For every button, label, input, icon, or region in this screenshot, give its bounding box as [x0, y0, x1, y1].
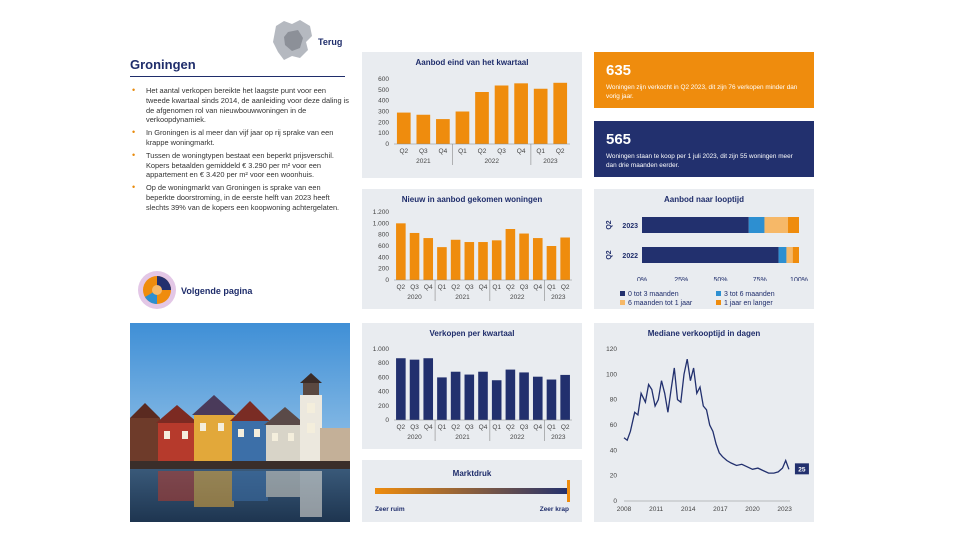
bar	[423, 358, 433, 420]
kpi-card-for-sale	[594, 121, 814, 177]
bar	[547, 246, 557, 280]
bar	[451, 240, 461, 280]
legend-item	[716, 291, 775, 298]
chart-panel-nieuw	[362, 189, 582, 309]
year-label: 2023	[551, 294, 566, 301]
legend-swatch	[620, 300, 625, 305]
region-map-icon[interactable]	[270, 18, 315, 62]
chart-title: Aanbod naar looptijd	[664, 195, 744, 204]
chart-nieuw	[362, 189, 582, 309]
bar	[547, 380, 557, 420]
bar	[506, 229, 516, 280]
bar	[397, 113, 411, 144]
kpi-text: Woningen staan te koop per 1 juli 2023, dit zijn 55 woningen meer dan drie maanden eerder.	[606, 153, 793, 169]
kpi-value: 635	[606, 62, 632, 79]
bar-segment	[749, 217, 765, 233]
legend-swatch	[716, 291, 721, 296]
x-tick-label: 0%	[636, 277, 648, 281]
bullet-item: • Op de woningmarkt van Groningen is sprake van een beperkte doorstroming, in de eerste helft van 2023 heeft slechts 39% van de kopers een koopwoning achtergelaten.	[130, 183, 350, 212]
chart-panel-verkooptijd	[594, 323, 814, 522]
bar	[519, 234, 529, 280]
year-label: 2021	[455, 294, 470, 301]
y-tick-label: 0	[385, 141, 389, 148]
y-tick-label: 400	[378, 254, 389, 262]
bar-segment	[642, 217, 749, 233]
chart-title: Nieuw in aanbod gekomen woningen	[401, 195, 543, 204]
bar	[495, 86, 509, 145]
x-tick-label: Q1	[458, 148, 467, 155]
group-label: Q2	[606, 220, 613, 230]
harbour-houses-photo	[130, 323, 350, 522]
bar	[410, 233, 420, 280]
bar	[451, 372, 461, 420]
x-tick-label: Q2	[396, 424, 406, 431]
marktdruk-left-label: Zeer ruim	[375, 506, 405, 513]
x-tick-label: Q4	[478, 284, 488, 291]
legend-label: 6 maanden tot 1 jaar	[628, 300, 693, 307]
x-tick-label: Q1	[547, 284, 556, 291]
bar	[553, 83, 567, 144]
x-tick-label: 2020	[745, 506, 760, 513]
x-tick-label: 25%	[674, 277, 689, 281]
x-tick-label: 2014	[681, 506, 696, 513]
x-tick-label: Q2	[396, 284, 406, 291]
bar	[416, 115, 430, 144]
bullet-list	[130, 86, 350, 216]
x-tick-label: Q2	[477, 148, 487, 155]
bar	[478, 372, 488, 420]
y-tick-label: 600	[378, 76, 389, 83]
x-tick-label: 100%	[790, 277, 808, 281]
legend-label: 1 jaar en langer	[724, 300, 773, 307]
bar	[396, 358, 406, 420]
group-label: Q2	[606, 250, 613, 260]
x-tick-label: Q1	[536, 148, 546, 155]
year-label: 2020	[407, 294, 422, 301]
kpi-value: 565	[606, 131, 632, 148]
bar	[492, 380, 502, 420]
bar	[396, 223, 406, 280]
year-label: 2022	[509, 434, 525, 441]
bar	[437, 247, 447, 280]
chart-title: Mediane verkooptijd in dagen	[647, 329, 761, 338]
x-tick-label: 2011	[649, 506, 664, 513]
x-tick-label: Q2	[560, 284, 570, 291]
x-tick-label: Q3	[497, 148, 506, 155]
back-link[interactable]: Terug	[318, 37, 343, 47]
x-tick-label: Q2	[451, 284, 460, 291]
year-label: 2021	[455, 434, 470, 441]
y-tick-label: 800	[378, 360, 389, 368]
bar	[465, 242, 475, 280]
bar	[410, 360, 420, 420]
chart-title: Verkopen per kwartaal	[429, 329, 515, 338]
marktdruk-gauge	[375, 488, 570, 494]
chart-panel-verkopen	[362, 323, 582, 449]
legend-label: 3 tot 6 maanden	[724, 291, 775, 298]
year-label: 2022	[509, 294, 525, 301]
legend-swatch	[620, 291, 625, 296]
bar	[533, 377, 543, 420]
y-tick-label: 2022	[622, 253, 638, 260]
y-tick-label: 0	[613, 498, 617, 505]
bar	[514, 83, 528, 144]
next-page-icon[interactable]	[137, 270, 177, 310]
y-tick-label: 1.000	[372, 220, 389, 228]
legend-item	[620, 300, 692, 307]
chart-panel-looptijd	[594, 189, 814, 309]
year-label: 2021	[416, 158, 431, 165]
bar	[456, 112, 470, 145]
bar	[478, 242, 488, 280]
y-tick-label: 1.000	[372, 346, 389, 353]
y-tick-label: 400	[378, 388, 389, 396]
legend-item	[716, 300, 773, 307]
year-label: 2020	[407, 434, 422, 441]
x-tick-label: Q4	[423, 424, 433, 431]
bar-segment	[642, 247, 779, 263]
x-tick-label: 2023	[777, 506, 792, 513]
y-tick-label: 400	[378, 97, 389, 105]
year-label: 2023	[543, 158, 558, 165]
bar-segment	[764, 217, 788, 233]
x-tick-label: Q1	[437, 284, 447, 291]
x-tick-label: Q3	[519, 284, 529, 291]
x-tick-label: Q4	[438, 148, 448, 155]
bar	[506, 370, 516, 420]
marktdruk-marker	[567, 480, 570, 502]
title-divider	[130, 76, 345, 77]
chart-aanbod	[362, 52, 582, 178]
legend-label: 0 tot 3 maanden	[628, 291, 679, 298]
bar	[465, 375, 475, 420]
x-tick-label: Q4	[533, 284, 543, 291]
marktdruk-panel	[362, 460, 582, 522]
x-tick-label: Q4	[516, 148, 526, 155]
marktdruk-title: Marktdruk	[452, 469, 492, 478]
y-tick-label: 2023	[622, 223, 638, 230]
x-tick-label: Q4	[478, 424, 488, 431]
x-tick-label: Q2	[506, 284, 515, 291]
x-tick-label: 75%	[752, 277, 767, 281]
chart-verkopen	[362, 323, 582, 449]
x-tick-label: Q3	[464, 284, 474, 291]
bar	[436, 119, 450, 144]
y-tick-label: 600	[378, 243, 389, 250]
bar-segment	[779, 247, 787, 263]
bar	[437, 377, 447, 420]
y-tick-label: 600	[378, 374, 389, 382]
x-tick-label: Q1	[547, 424, 556, 431]
y-tick-label: 20	[609, 472, 617, 480]
bar-segment	[786, 247, 792, 263]
bullet-item: • Tussen de woningtypen bestaat een beperkt prijsverschil. Kopers betaalden gemiddeld € 3.290 per m² voor een appartement en € 3.420 per m² voor een woonhuis.	[130, 151, 350, 180]
y-tick-label: 300	[378, 108, 389, 116]
chart-title: Aanbod eind van het kwartaal	[415, 58, 529, 67]
end-label: 25	[798, 466, 806, 474]
year-label: 2022	[484, 158, 500, 165]
legend-swatch	[716, 300, 721, 305]
x-tick-label: Q2	[451, 424, 460, 431]
x-tick-label: 50%	[713, 277, 728, 281]
bar	[423, 238, 433, 280]
x-tick-label: Q3	[410, 424, 419, 431]
bar	[519, 372, 529, 420]
series-line	[624, 359, 789, 473]
bullet-item: • In Groningen is al meer dan vijf jaar op rij sprake van een krappe woningmarkt.	[130, 128, 350, 148]
legend-item	[620, 291, 679, 298]
x-tick-label: Q1	[492, 284, 502, 291]
x-tick-label: Q2	[506, 424, 515, 431]
year-label: 2023	[551, 434, 566, 441]
y-tick-label: 100	[606, 371, 617, 379]
chart-verkooptijd	[594, 323, 814, 522]
bar	[560, 238, 570, 281]
marktdruk-right-label: Zeer krap	[539, 506, 569, 513]
y-tick-label: 100	[378, 130, 389, 138]
x-tick-label: Q1	[437, 424, 447, 431]
x-tick-label: Q4	[423, 284, 433, 291]
x-tick-label: Q3	[464, 424, 474, 431]
y-tick-label: 120	[606, 346, 617, 353]
y-tick-label: 1.200	[372, 209, 389, 216]
x-tick-label: Q3	[410, 284, 419, 291]
y-tick-label: 200	[378, 119, 389, 127]
x-tick-label: 2008	[616, 506, 632, 513]
y-tick-label: 40	[609, 447, 617, 455]
bar	[475, 92, 489, 144]
bullet-item: • Het aantal verkopen bereikte het laagste punt voor een tweede kwartaal sinds 2014, de aanleiding voor deze daling is de afgenomen rol van nieuwbouwwoningen in de verkoopdynamiek.	[130, 86, 350, 125]
bar	[534, 89, 548, 144]
bar-segment	[793, 247, 799, 263]
x-tick-label: 2017	[713, 506, 728, 513]
page-title: Groningen	[130, 57, 196, 72]
x-tick-label: Q4	[533, 424, 543, 431]
y-tick-label: 500	[378, 86, 389, 94]
bar-segment	[788, 217, 799, 233]
x-tick-label: Q2	[399, 148, 409, 155]
x-tick-label: Q3	[519, 424, 529, 431]
y-tick-label: 0	[385, 277, 389, 284]
y-tick-label: 800	[378, 231, 389, 239]
x-tick-label: Q2	[560, 424, 570, 431]
y-tick-label: 60	[609, 422, 617, 429]
kpi-text: Woningen zijn verkocht in Q2 2023, dit zijn 76 verkopen minder dan vorig jaar.	[606, 84, 798, 100]
kpi-card-sold	[594, 52, 814, 108]
y-tick-label: 0	[385, 417, 389, 424]
x-tick-label: Q1	[492, 424, 502, 431]
x-tick-label: Q3	[418, 148, 428, 155]
bar	[492, 240, 502, 280]
chart-panel-aanbod	[362, 52, 582, 178]
y-tick-label: 200	[378, 265, 389, 273]
x-tick-label: Q2	[555, 148, 565, 155]
bar	[533, 238, 543, 280]
y-tick-label: 80	[609, 396, 617, 404]
y-tick-label: 200	[378, 402, 389, 410]
next-page-link[interactable]: Volgende pagina	[181, 286, 253, 296]
bar	[560, 375, 570, 420]
